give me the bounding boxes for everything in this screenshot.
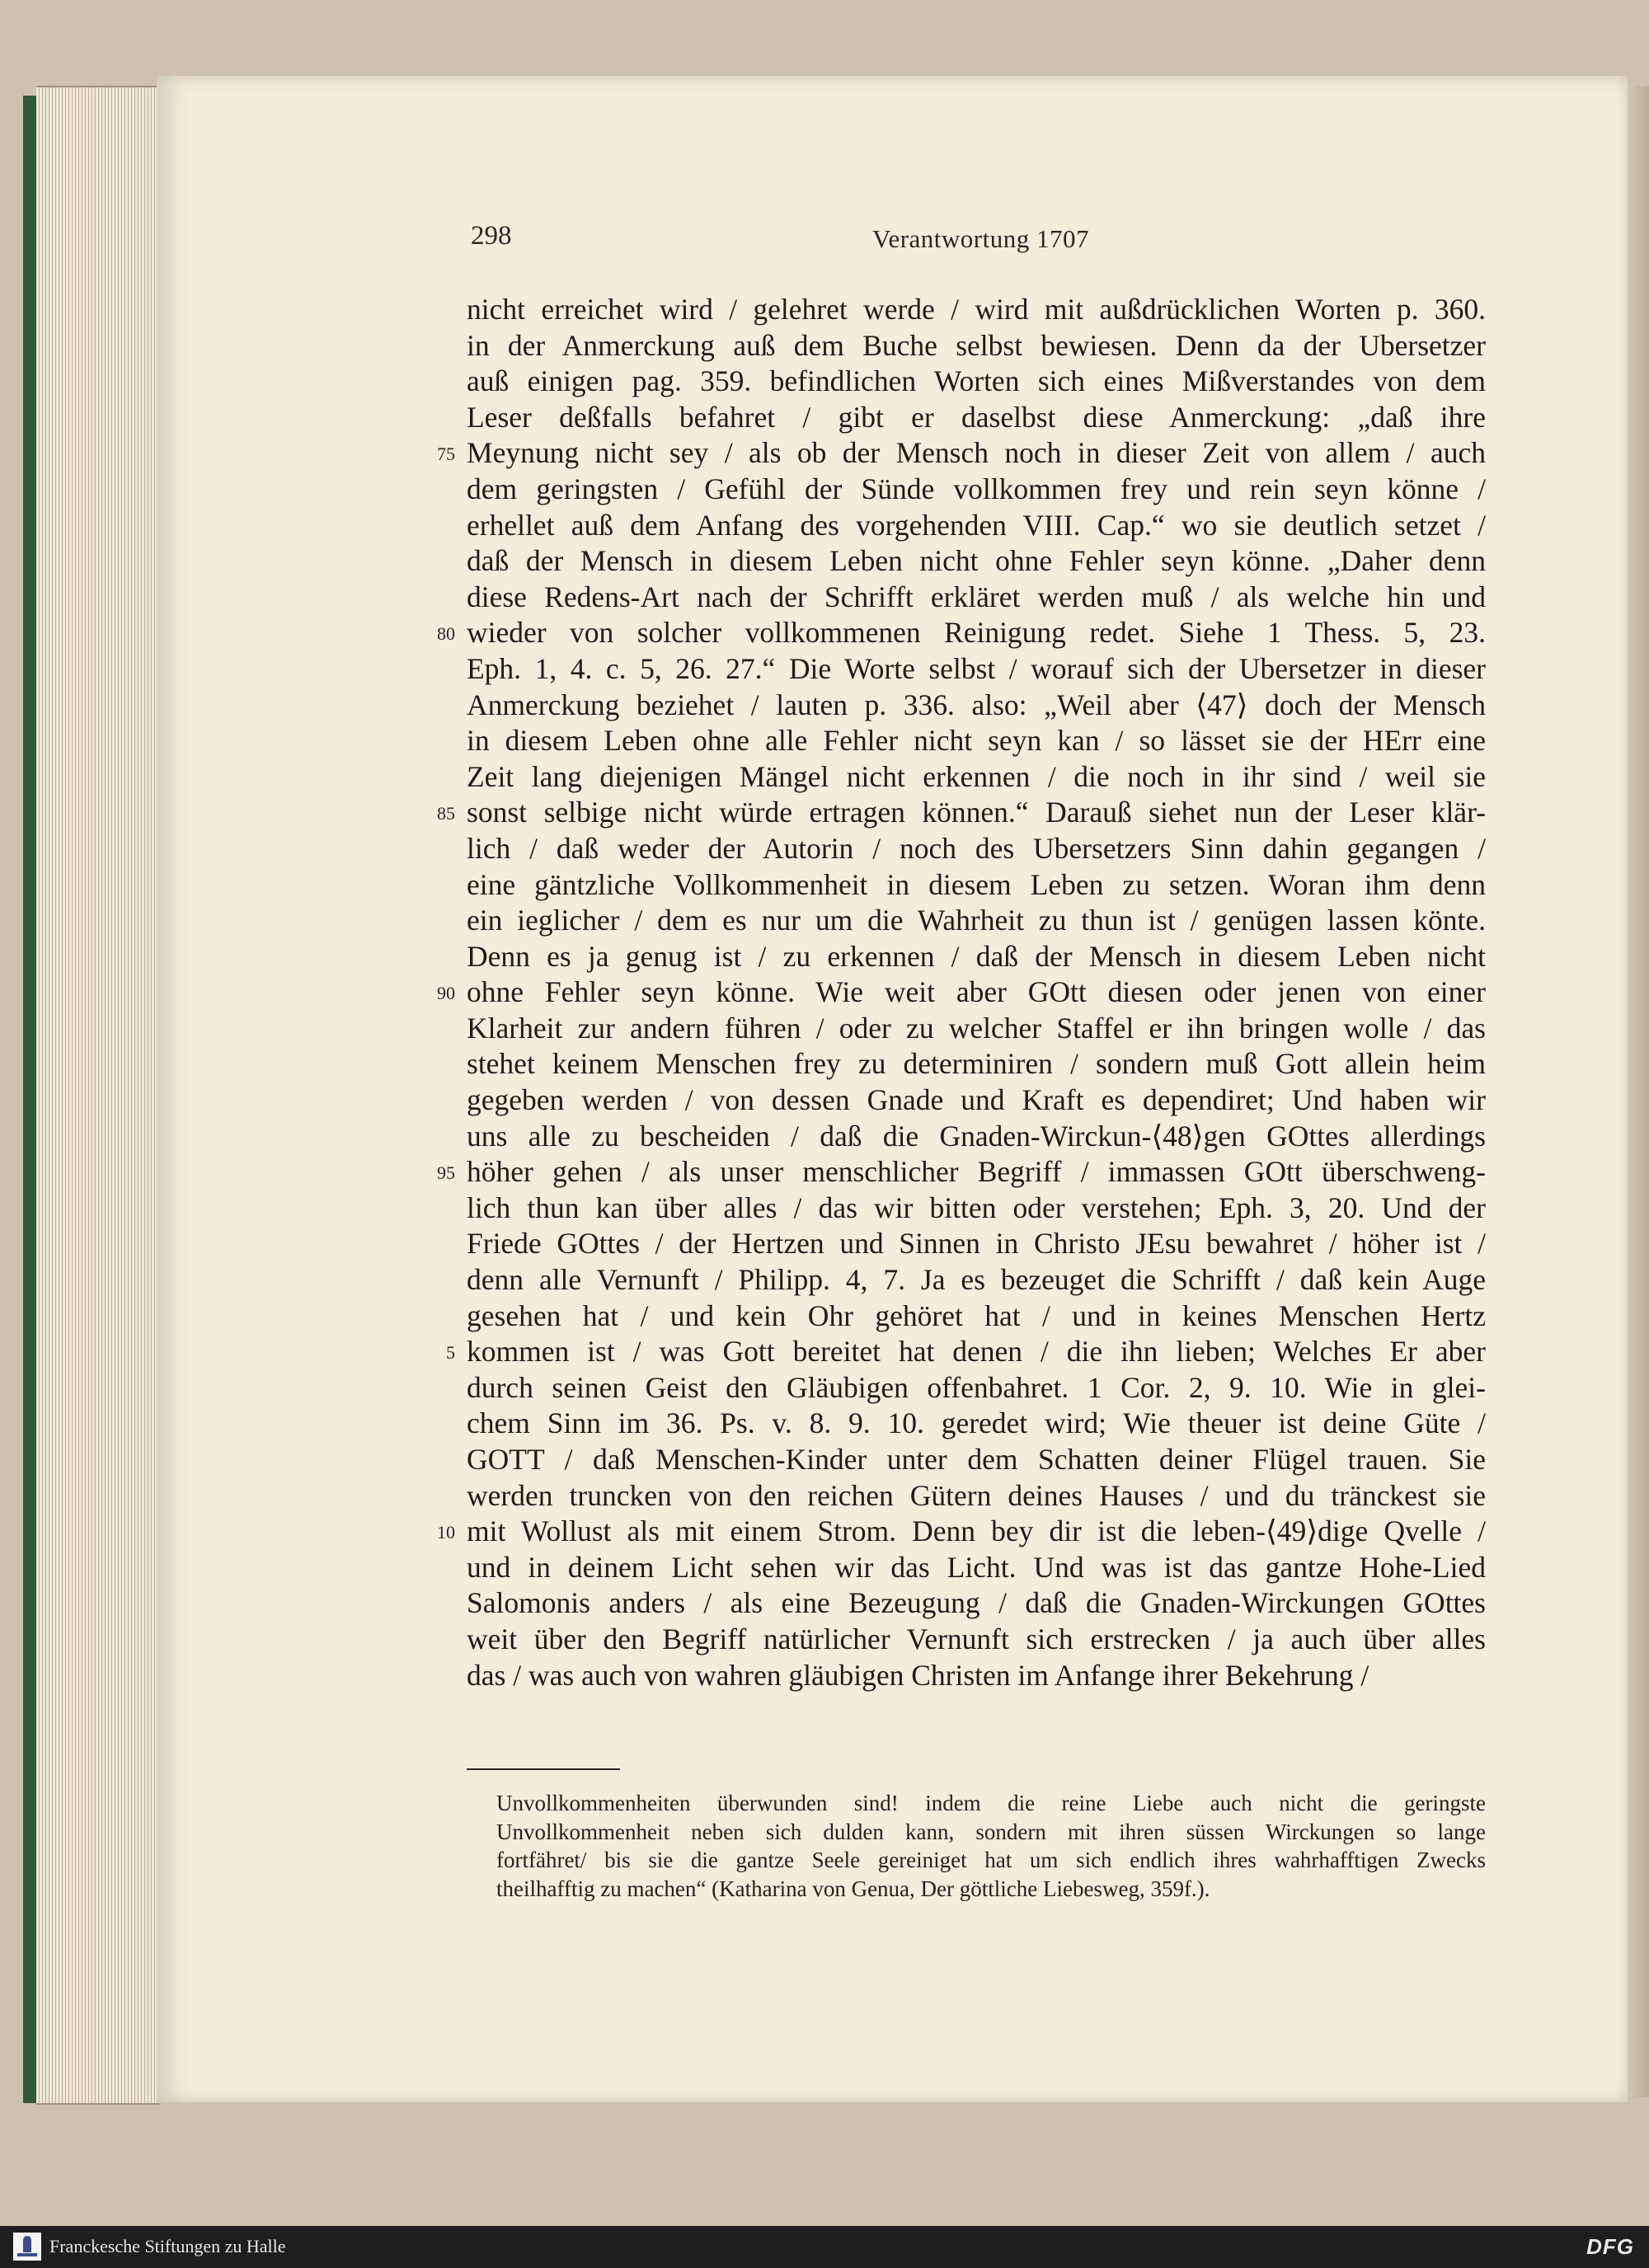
text-line: Leser deßfalls befahret / gibt er daselbst diese Anmerckung: „daß ihre (467, 400, 1486, 434)
text-line: sonst selbige nicht würde ertragen können.“ Darauß siehet nun der Leser klär- (467, 796, 1486, 829)
page-header (467, 221, 1486, 257)
text-line: Salomonis anders / als eine Bezeugung / daß die Gnaden-Wirckungen GOttes (467, 1586, 1486, 1620)
margin-line-number: 10 (437, 1522, 455, 1543)
text-line: Eph. 1, 4. c. 5, 26. 27.“ Die Worte selbst / worauf sich der Ubersetzer in dieser (467, 651, 1486, 685)
institution-logo-icon (13, 2233, 41, 2261)
text-line: in der Anmerckung auß dem Buche selbst bewiesen. Denn da der Ubersetzer (467, 328, 1486, 362)
text-line: nicht erreichet wird / gelehret werde / wird mit außdrücklichen Worten p. 360. (467, 293, 1486, 326)
text-line: wieder von solcher vollkommenen Reinigung redet. Siehe 1 Thess. 5, 23. (467, 616, 1486, 650)
text-line: auß einigen pag. 359. befindlichen Worten sich eines Mißverstandes von dem (467, 364, 1486, 398)
text-line: chem Sinn im 36. Ps. v. 8. 9. 10. geredet wird; Wie theuer ist deine Güte / (467, 1406, 1486, 1440)
text-line: diese Redens-Art nach der Schrifft erkläret werden muß / als welche hin und (467, 580, 1486, 613)
text-line: erhellet auß dem Anfang des vorgehenden VIII. Cap.“ wo sie deutlich setzet / (467, 508, 1486, 542)
footnote-line: Unvollkommenheit neben sich dulden kann, sondern mit ihren süssen Wirckungen so lange (496, 1819, 1486, 1844)
margin-line-number: 95 (437, 1162, 455, 1183)
margin-line-number: 90 (437, 983, 455, 1003)
text-line: Denn es ja genug ist / zu erkennen / daß der Mensch in diesem Leben nicht (467, 939, 1486, 973)
text-line: weit über den Begriff natürlicher Vernunft sich erstrecken / ja auch über alles (467, 1622, 1486, 1655)
margin-line-number: 85 (437, 803, 455, 824)
text-line: Klarheit zur andern führen / oder zu welcher Staffel er ihn bringen wolle / das (467, 1011, 1486, 1045)
page-stack (36, 86, 160, 2105)
text-line: in diesem Leben ohne alle Fehler nicht seyn kan / so lässet sie der HErr eine (467, 724, 1486, 758)
margin-line-number: 75 (437, 444, 455, 464)
main-text-block (467, 292, 1486, 1693)
text-line: denn alle Vernunft / Philipp. 4, 7. Ja es bezeuget die Schrifft / daß kein Auge (467, 1263, 1486, 1297)
text-line: ohne Fehler seyn könne. Wie weit aber GOtt diesen oder jenen von einer (467, 975, 1486, 1009)
text-line: höher gehen / als unser menschlicher Begriff / immassen GOtt überschweng- (467, 1155, 1486, 1189)
text-line: lich thun kan über alles / das wir bitten oder verstehen; Eph. 3, 20. Und der (467, 1190, 1486, 1224)
footnote-line: fortfähret/ bis sie die gantze Seele gereiniget hat um sich endlich ihres wahrhafftigen Zwecks (496, 1848, 1486, 1872)
footnote-rule (467, 1768, 620, 1770)
footnote-line: Unvollkommenheiten überwunden sind! indem die reine Liebe auch nicht die geringste (496, 1791, 1486, 1815)
institution-name: Franckesche Stiftungen zu Halle (49, 2236, 286, 2256)
text-line: daß der Mensch in diesem Leben nicht ohne Fehler seyn könne. „Daher denn (467, 544, 1486, 578)
margin-line-number: 80 (437, 623, 455, 644)
text-line: ein ieglicher / dem es nur um die Wahrheit zu thun ist / genügen lassen könte. (467, 904, 1486, 937)
text-line: lich / daß weder der Autorin / noch des Ubersetzers Sinn dahin gegangen / (467, 831, 1486, 865)
running-title: Verantwortung 1707 (872, 224, 1089, 253)
text-line: werden truncken von den reichen Gütern deines Hauses / und du tränckest sie (467, 1478, 1486, 1512)
text-line: Zeit lang diejenigen Mängel nicht erkennen / die noch in ihr sind / weil sie (467, 759, 1486, 793)
text-line: das / was auch von wahren gläubigen Christen im Anfange ihrer Bekehrung / (467, 1658, 1369, 1692)
text-line: Meynung nicht sey / als ob der Mensch noch in dieser Zeit von allem / auch (467, 436, 1486, 470)
text-line: dem geringsten / Gefühl der Sünde vollkommen frey und rein seyn könne / (467, 472, 1486, 505)
text-line: Anmerckung beziehet / lauten p. 336. also: „Weil aber ⟨47⟩ doch der Mensch (467, 688, 1486, 721)
text-line: gegeben werden / von dessen Gnade und Kraft es dependiret; Und haben wir (467, 1083, 1486, 1117)
text-line: gesehen hat / und kein Ohr gehöret hat / und in keines Menschen Hertz (467, 1298, 1486, 1332)
footnote (496, 1789, 1486, 1903)
footnote-line: theilhafftig zu machen“ (Katharina von Genua, Der göttliche Liebesweg, 359f.). (496, 1876, 1210, 1901)
text-line: und in deinem Licht sehen wir das Licht. Und was ist das gantze Hohe-Lied (467, 1550, 1486, 1584)
margin-line-number: 5 (446, 1342, 455, 1363)
text-line: stehet keinem Menschen frey zu determiniren / sondern muß Gott allein heim (467, 1047, 1486, 1081)
text-line: Friede GOttes / der Hertzen und Sinnen in Christo JEsu bewahret / höher ist / (467, 1227, 1486, 1261)
text-line: kommen ist / was Gott bereitet hat denen / die ihn lieben; Welches Er aber (467, 1335, 1486, 1369)
text-line: mit Wollust als mit einem Strom. Denn bey dir ist die leben-⟨49⟩dige Qvelle / (467, 1514, 1486, 1548)
text-line: eine gäntzliche Vollkommenheit in diesem Leben zu setzen. Woran ihm denn (467, 867, 1486, 901)
viewer-footer-bar (0, 2226, 1649, 2268)
text-line: durch seinen Geist den Gläubigen offenbahret. 1 Cor. 2, 9. 10. Wie in glei- (467, 1370, 1486, 1404)
page-number: 298 (471, 221, 512, 251)
dfg-logo: DFG (1586, 2234, 1634, 2259)
text-line: GOTT / daß Menschen-Kinder unter dem Schatten deiner Flügel trauen. Sie (467, 1443, 1486, 1476)
text-line: uns alle zu bescheiden / daß die Gnaden-Wirckun-⟨48⟩gen GOttes allerdings (467, 1119, 1486, 1153)
